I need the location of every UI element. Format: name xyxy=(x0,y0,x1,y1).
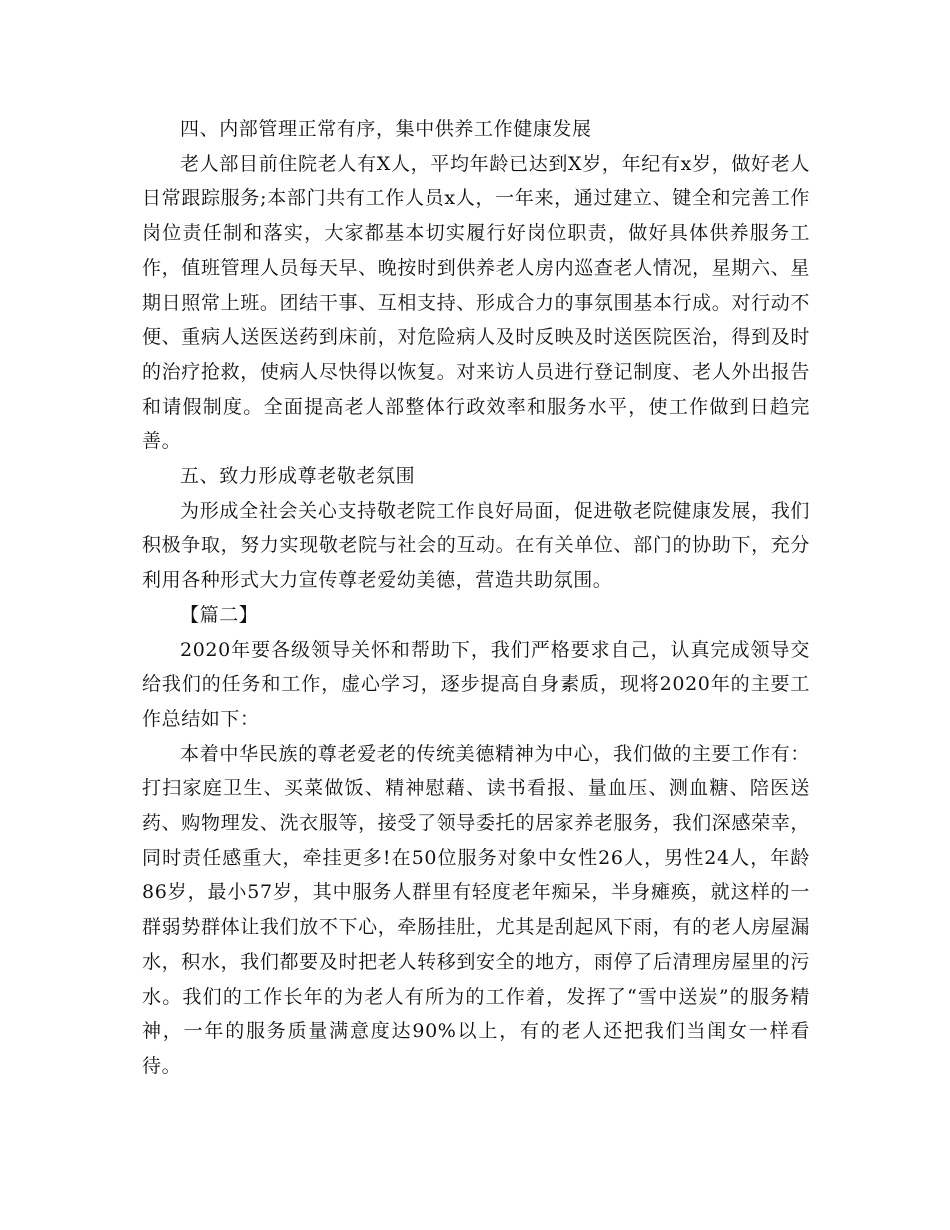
section-heading-4: 四、内部管理正常有序，集中供养工作健康发展 xyxy=(180,118,592,140)
paragraph-respect-elderly: 为形成全社会关心支持敬老院工作良好局面，促进敬老院健康发展，我们积极争取，努力实现敬老院与社会的互动。在有关单位、部门的协助下，充分利用各种形式大力宣传尊老爱幼美德，营造共助氛围。 xyxy=(142,499,810,592)
paragraph-intro-2020: 2020年要各级领导关怀和帮助下，我们严格要求自己，认真完成领导交给我们的任务和工作，虚心学习，逐步提高自身素质，现将2020年的主要工作总结如下： xyxy=(142,638,810,730)
part-two-title: 【篇二】 xyxy=(180,603,259,626)
section-heading-5: 五、致力形成尊老敬老氛围 xyxy=(180,465,416,488)
paragraph-internal-management: 老人部目前住院老人有X人，平均年龄已达到X岁，年纪有x岁，做好老人日常跟踪服务;本部门共有工作人员x人，一年来，通过建立、键全和完善工作岗位责任制和落实，大家都基本切实履行好岗位职责，做好具体供养服务工作，值班管理人员每天早、晚按时到供养老人房内巡查老人情况，星期六、星期日照常上班。团结干事、互相支持、形成合力的事氛围基本行成。对行动不便、重病人送医送药到床前，对危险病人及时反映及时送医院医治，得到及时的治疗抢救，使病人尽快得以恢复。对来访人员进行登记制度、老人外出报告和请假制度。全面提高老人部整体行政效率和服务水平，使工作做到日趋完善。 xyxy=(142,152,810,453)
document-body xyxy=(142,112,810,1084)
paragraph-main-work: 本着中华民族的尊老爱老的传统美德精神为中心，我们做的主要工作有：打扫家庭卫生、买菜做饭、精神慰藉、读书看报、量血压、测血糖、陪医送药、购物理发、洗衣服等，接受了领导委托的居家养老服务，我们深感荣幸，同时责任感重大，牵挂更多!在50位服务对象中女性26人，男性24人，年龄86岁，最小57岁，其中服务人群里有轻度老年痴呆，半身瘫痪，就这样的一群弱势群体让我们放不下心，牵肠挂肚，尤其是刮起风下雨，有的老人房屋漏水，积水，我们都要及时把老人转移到安全的地方，雨停了后清理房屋里的污水。我们的工作长年的为老人有所为的工作着，发挥了“雪中送炭”的服务精神，一年的服务质量满意度达90%以上，有的老人还把我们当闺女一样看待。 xyxy=(142,742,810,1077)
